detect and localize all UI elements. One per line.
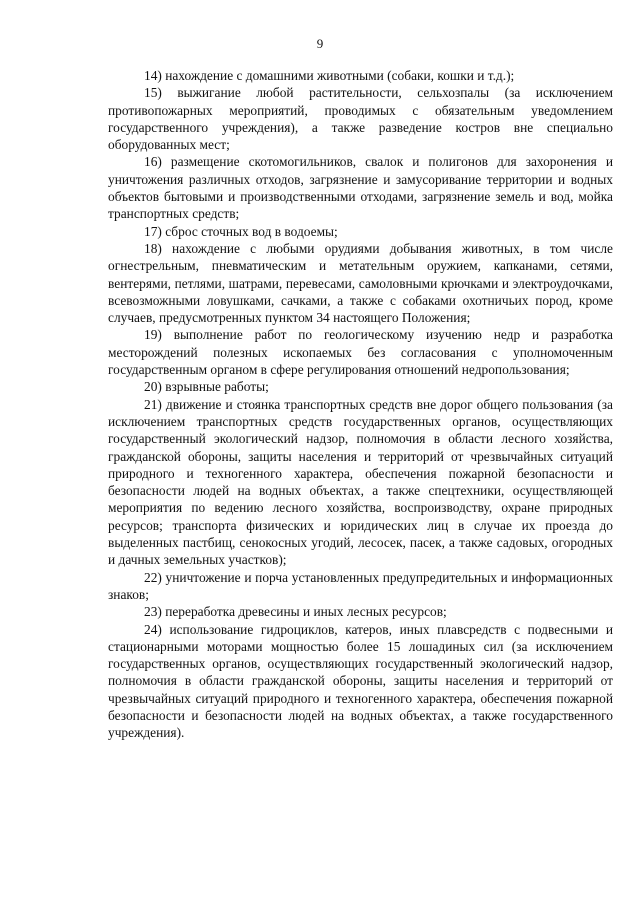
list-item-17: 17) сброс сточных вод в водоемы; <box>144 223 338 239</box>
page-number: 9 <box>316 36 324 51</box>
document-body <box>108 67 613 742</box>
list-item-23: 23) переработка древесины и иных лесных ресурсов; <box>144 604 447 620</box>
list-item-16: 16) размещение скотомогильников, свалок и полигонов для захоронения и уничтожения различных отходов, загрязнение и замусоривание территории и водных объектов бытовыми и производственными отходами, загрязнение земель и вод, мойка транспортных средств; <box>108 154 613 222</box>
list-item-14: 14) нахождение с домашними животными (собаки, кошки и т.д.); <box>144 68 515 83</box>
list-item-19: 19) выполнение работ по геологическому изучению недр и разработка месторождений полезных ископаемых без согласования с уполномоченным государственным органом в сфере регулирования отношений недропользования; <box>108 327 613 378</box>
list-item-18: 18) нахождение с любыми орудиями добывания животных, в том числе огнестрельным, пневматическим и метательным оружием, капканами, сетями, вентерями, петлями, шатрами, перевесами, самоловными крючками и электроудочками, всевозможными ловушками, сачками, а также с собаками охотничьих пород, кроме случаев, предусмотренных пунктом 34 настоящего Положения; <box>108 240 613 326</box>
list-item-22: 22) уничтожение и порча установленных предупредительных и информационных знаков; <box>108 569 613 602</box>
list-item-21: 21) движение и стоянка транспортных средств вне дорог общего пользования (за исключением транспортных средств государственных органов, осуществляющих государственный экологический надзор, полномочия в области лесного хозяйства, гражданской обороны, защиты населения и территорий от чрезвычайных ситуаций природного и техногенного характера, обеспечения пожарной безопасности и безопасности людей на водных объектах, а также спецтехники, осуществляющей мероприятия по ведению лесного хозяйства, воспроизводству, охране природных ресурсов; транспорта физических и юридических лиц в случае их проезда до выделенных пастбищ, сенокосных угодий, лесосек, пасек, а также садовых, огородных и дачных земельных участков); <box>108 396 613 568</box>
list-item-15: 15) выжигание любой растительности, сельхозпалы (за исключением противопожарных мероприятий, проводимых с обязательным уведомлением государственного учреждения), а также разведение костров вне специально оборудованных мест; <box>108 85 613 153</box>
list-item-20: 20) взрывные работы; <box>144 379 269 395</box>
list-item-24: 24) использование гидроциклов, катеров, иных плавсредств с подвесными и стационарными моторами мощностью более 15 лошадиных сил (за исключением государственных органов, осуществляющих государственный экологический надзор, полномочия в области гражданской обороны, защиты населения и территорий от чрезвычайных ситуаций природного и техногенного характера, обеспечения пожарной безопасности и безопасности людей на водных объектах, а также государственного учреждения). <box>108 621 613 741</box>
